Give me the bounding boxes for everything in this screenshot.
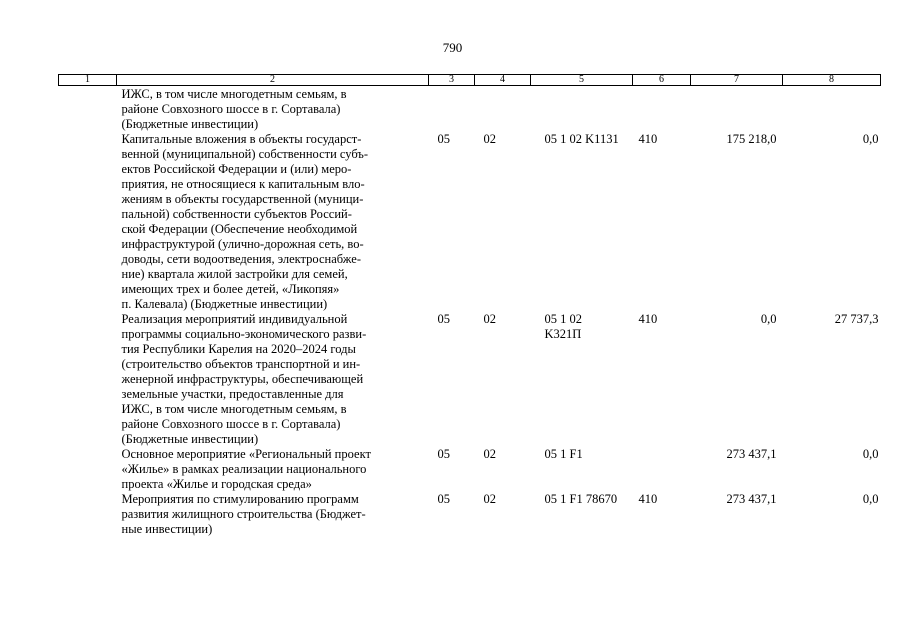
row-section-code: 05 (437, 492, 450, 506)
row-description: Основное мероприятие «Региональный проект «Жилье» в рамках реализации национального проекта «Жилье и городская среда» (121, 447, 371, 491)
header-row (59, 75, 881, 86)
row-amount-year-2: 0,0 (862, 132, 879, 146)
table-body (59, 86, 881, 538)
table-row (59, 312, 881, 447)
row-description: Мероприятия по стимулированию программ развития жилищного строительства (Бюджет- ные инвестиции) (121, 492, 366, 536)
row-description: Реализация мероприятий индивидуальной программы социально-экономического разви- тия Республики Карелия на 2020–2024 годы (строительство объектов транспортной и ин- женерной инфраструктуры, обеспечивающей земельные участки, предоставленные для ИЖС, в том числе многодетным семьям, в районе Совхозного шоссе в г. Сортавала) (Бюджетные инвестиции) (121, 312, 367, 446)
row-amount-year-1 (691, 86, 783, 133)
row-subsection-code: 02 (483, 312, 496, 326)
row-amount-year-1: 273 437,1 (726, 447, 777, 461)
column-header-5: 5 (531, 75, 633, 86)
row-index-cell (59, 312, 117, 447)
row-expense-type: 410 (638, 132, 658, 146)
column-header-7: 7 (691, 75, 783, 86)
row-expense-type: 410 (638, 312, 658, 326)
row-section-code: 05 (437, 132, 450, 146)
row-subsection-code: 02 (483, 492, 496, 506)
row-index-cell (59, 492, 117, 537)
row-section-code: 05 (437, 312, 450, 326)
column-header-3: 3 (429, 75, 475, 86)
table-header (59, 75, 881, 86)
row-target-article: 05 1 F1 (544, 447, 583, 461)
row-description: Капитальные вложения в объекты государст- венной (муниципальной) собственности субъ- ектов Российской Федерации и (или) меро- приятия, не относящиеся к капитальным вло- жениям в объекты государственной (муници- пальной) собственности субъектов Россий- ской Федерации (Обеспечение необходимой инфраструктурой (улично-дорожная сеть, во- доводы, сети водоотведения, электроснабже- ние) квартала жилой застройки для семей, имеющих трех и более детей, «Ликопяя» п. Калевала) (Бюджетные инвестиции) (121, 132, 369, 311)
column-header-8: 8 (783, 75, 881, 86)
column-header-1: 1 (59, 75, 117, 86)
row-target-article (531, 86, 633, 133)
row-target-article: 05 1 02 K321П (544, 312, 582, 341)
page-number: 790 (442, 40, 463, 55)
column-header-6: 6 (633, 75, 691, 86)
row-amount-year-1: 273 437,1 (726, 492, 777, 506)
row-expense-type (633, 447, 691, 492)
row-index-cell (59, 132, 117, 312)
row-section-code (429, 86, 475, 133)
budget-table (58, 74, 881, 537)
row-index-cell (59, 86, 117, 133)
row-index-cell (59, 447, 117, 492)
table-row (59, 86, 881, 133)
row-subsection-code (475, 86, 531, 133)
row-expense-type: 410 (638, 492, 658, 506)
row-amount-year-1: 175 218,0 (726, 132, 777, 146)
row-subsection-code: 02 (483, 447, 496, 461)
row-amount-year-2: 0,0 (862, 447, 879, 461)
column-header-4: 4 (475, 75, 531, 86)
column-header-2: 2 (117, 75, 429, 86)
table-row (59, 447, 881, 492)
row-target-article: 05 1 F1 78670 (544, 492, 618, 506)
row-description: ИЖС, в том числе многодетным семьям, в районе Совхозного шоссе в г. Сортавала) (Бюджетные инвестиции) (121, 87, 347, 131)
row-amount-year-1: 0,0 (760, 312, 777, 326)
table-row (59, 132, 881, 312)
row-amount-year-2 (783, 86, 881, 133)
row-amount-year-2: 0,0 (862, 492, 879, 506)
row-subsection-code: 02 (483, 132, 496, 146)
row-section-code: 05 (437, 447, 450, 461)
row-expense-type (633, 86, 691, 133)
row-target-article: 05 1 02 K1131 (544, 132, 619, 146)
row-amount-year-2: 27 737,3 (834, 312, 879, 326)
table-row (59, 492, 881, 537)
